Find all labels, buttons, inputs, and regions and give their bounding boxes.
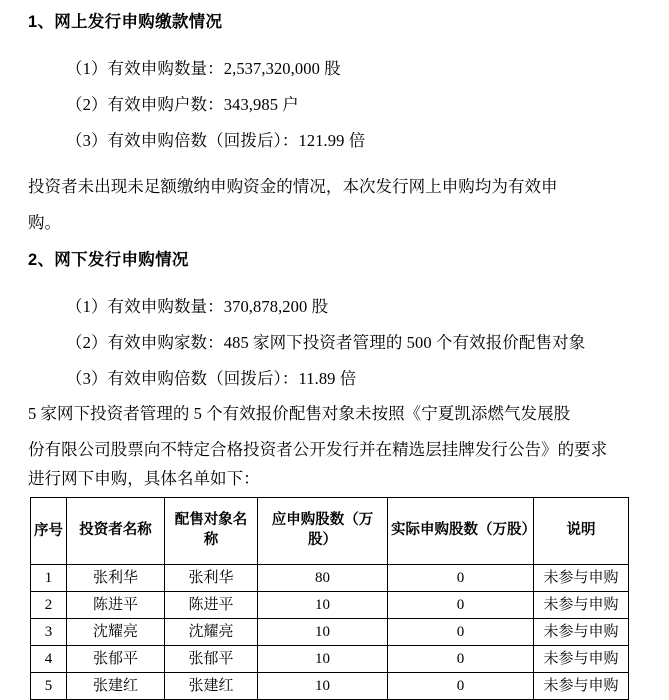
section-heading-1: 1、网上发行申购缴款情况 [28, 13, 223, 31]
cell-placee-name: 张利华 [165, 565, 258, 592]
cell-index: 5 [31, 673, 67, 700]
section-2-item-3: （3）有效申购倍数（回拨后）：11.89 倍 [66, 369, 357, 388]
section-1-item-1: （1）有效申购数量：2,537,320,000 股 [66, 59, 341, 78]
cell-investor-name: 陈进平 [67, 592, 165, 619]
section-2-item-2: （2）有效申购家数：485 家网下投资者管理的 500 个有效报价配售对象 [66, 333, 586, 352]
table-row [31, 619, 629, 646]
cell-note: 未参与申购 [534, 646, 629, 673]
placee-list-table [30, 497, 629, 700]
section-2-paragraph-line-2: 份有限公司股票向不特定合格投资者公开发行并在精选层挂牌发行公告》的要求 [28, 440, 608, 459]
table-row [31, 565, 629, 592]
cell-placee-name: 陈进平 [165, 592, 258, 619]
cell-index: 4 [31, 646, 67, 673]
table-row [31, 646, 629, 673]
cell-due-shares: 10 [258, 619, 388, 646]
cell-index: 2 [31, 592, 67, 619]
section-1-item-3: （3）有效申购倍数（回拨后）：121.99 倍 [66, 131, 366, 150]
cell-due-shares: 10 [258, 592, 388, 619]
cell-actual-shares: 0 [388, 592, 534, 619]
table-header-note: 说明 [534, 498, 629, 565]
section-1-paragraph-line-1: 投资者未出现未足额缴纳申购资金的情况，本次发行网上申购均为有效申 [28, 177, 558, 196]
cell-placee-name: 沈耀亮 [165, 619, 258, 646]
table-row [31, 592, 629, 619]
cell-note: 未参与申购 [534, 619, 629, 646]
cell-investor-name: 沈耀亮 [67, 619, 165, 646]
cell-investor-name: 张郁平 [67, 646, 165, 673]
placee-list-table-container [30, 497, 628, 700]
table-body [31, 565, 629, 700]
cell-index: 1 [31, 565, 67, 592]
section-2-paragraph-line-3: 进行网下申购，具体名单如下： [28, 469, 260, 488]
cell-note: 未参与申购 [534, 592, 629, 619]
table-header-actual-shares: 实际申购股数（万股） [388, 498, 534, 565]
table-header-row [31, 498, 629, 565]
section-1-item-2: （2）有效申购户数：343,985 户 [66, 95, 299, 114]
cell-actual-shares: 0 [388, 619, 534, 646]
cell-index: 3 [31, 619, 67, 646]
cell-placee-name: 张郁平 [165, 646, 258, 673]
section-2-item-1: （1）有效申购数量：370,878,200 股 [66, 297, 329, 316]
cell-actual-shares: 0 [388, 673, 534, 700]
cell-actual-shares: 0 [388, 565, 534, 592]
table-header-placee-name: 配售对象名称 [165, 498, 258, 565]
cell-due-shares: 80 [258, 565, 388, 592]
cell-note: 未参与申购 [534, 673, 629, 700]
section-2-paragraph-line-1: 5 家网下投资者管理的 5 个有效报价配售对象未按照《宁夏凯添燃气发展股 [28, 404, 571, 423]
table-header [31, 498, 629, 565]
table-header-index-label: 序号 [34, 522, 63, 539]
section-1-paragraph-line-2: 购。 [28, 213, 62, 232]
table-row [31, 673, 629, 700]
table-header-due-shares: 应申购股数（万股） [258, 498, 388, 565]
table-header-index [31, 498, 67, 565]
table-header-investor-name: 投资者名称 [67, 498, 165, 565]
section-heading-2: 2、网下发行申购情况 [28, 251, 189, 269]
cell-investor-name: 张建红 [67, 673, 165, 700]
cell-placee-name: 张建红 [165, 673, 258, 700]
cell-due-shares: 10 [258, 673, 388, 700]
cell-investor-name: 张利华 [67, 565, 165, 592]
cell-due-shares: 10 [258, 646, 388, 673]
cell-actual-shares: 0 [388, 646, 534, 673]
cell-note: 未参与申购 [534, 565, 629, 592]
